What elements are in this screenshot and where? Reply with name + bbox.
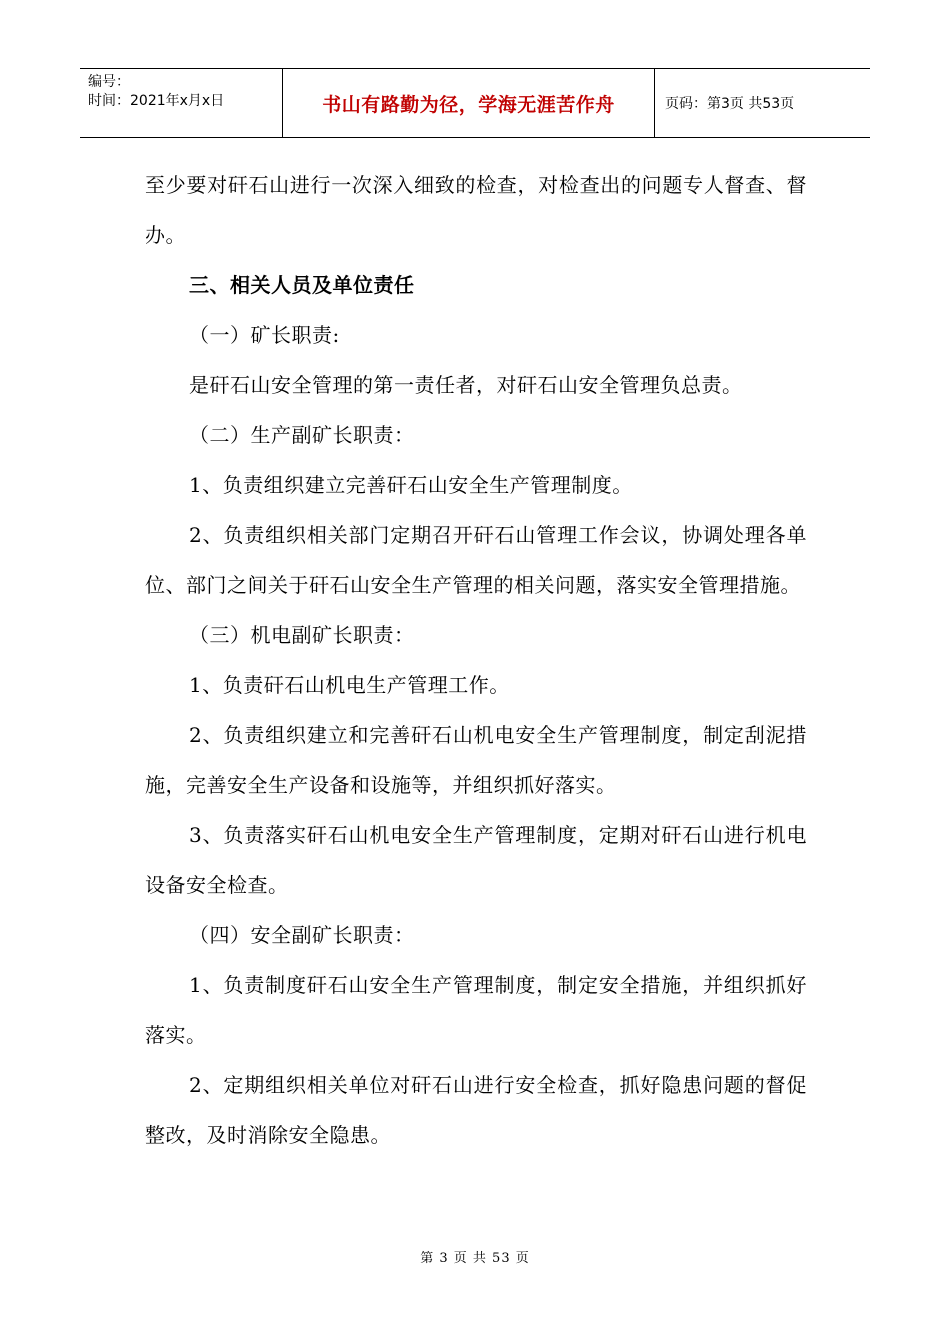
paragraph-8: 1、负责矸石山机电生产管理工作。 [189,673,510,697]
paragraph-11: （四）安全副矿长职责： [189,923,415,947]
number-label: 编号： [88,74,130,90]
time-label: 时间：2021年x月x日 [88,93,225,109]
paragraph-2: （一）矿长职责: [189,323,340,347]
paragraph-9: 2、负责组织建立和完善矸石山机电安全生产管理制度，制定刮泥措施，完善安全生产设备和设施等，并组织抓好落实。 [145,723,807,797]
header-page-info: 页码：第3页 共53页 [665,96,795,112]
page-footer: 第 3 页 共 53 页 [420,1251,530,1266]
section-heading: 三、相关人员及单位责任 [189,273,415,297]
paragraph-10: 3、负责落实矸石山机电安全生产管理制度，定期对矸石山进行机电设备安全检查。 [145,823,807,897]
paragraph-5: 1、负责组织建立完善矸石山安全生产管理制度。 [189,473,633,497]
paragraph-12: 1、负责制度矸石山安全生产管理制度，制定安全措施，并组织抓好落实。 [145,973,807,1047]
paragraph-4: （二）生产副矿长职责： [189,423,415,447]
paragraph-7: （三）机电副矿长职责： [189,623,415,647]
page-header [80,68,870,138]
paragraph-13: 2、定期组织相关单位对矸石山进行安全检查，抓好隐患问题的督促整改，及时消除安全隐患。 [145,1073,807,1147]
header-motto: 书山有路勤为径，学海无涯苦作舟 [282,69,655,137]
paragraph-6: 2、负责组织相关部门定期召开矸石山管理工作会议，协调处理各单位、部门之间关于矸石山安全生产管理的相关问题，落实安全管理措施。 [145,523,807,597]
document-body [145,160,807,1160]
header-meta [80,69,282,137]
paragraph-0: 至少要对矸石山进行一次深入细致的检查，对检查出的问题专人督查、督办。 [145,173,807,247]
paragraph-3: 是矸石山安全管理的第一责任者，对矸石山安全管理负总责。 [189,373,743,397]
